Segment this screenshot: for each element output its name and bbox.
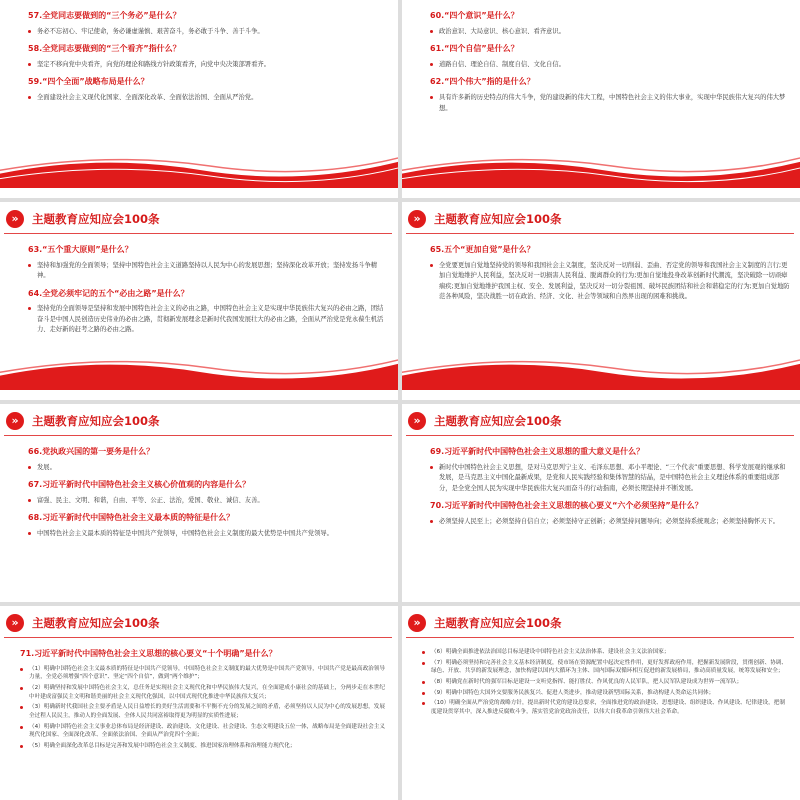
question: 65.五个“更加自觉”是什么？	[430, 245, 535, 254]
answer-sub: （7）明确必须坚持和完善社会主义基本经济制度，使市场在资源配置中起决定性作用，更好发挥政府作用，把握新发展阶段，贯彻创新、协调、绿色、开放、共享的新发展理念，加快构建以国内大循环为主体、国内国际双循环相互促进的新发展格局，推动高质量发展，统筹发展和安全；	[422, 659, 790, 676]
slide-content	[430, 444, 790, 534]
question: 68.习近平新时代中国特色社会主义最本质的特征是什么？	[28, 513, 235, 523]
header-divider	[4, 637, 392, 638]
slide-71-part1	[0, 606, 398, 800]
question: 69.习近平新时代中国特色社会主义思想的重大意义是什么？	[430, 447, 645, 456]
chevron-right-icon: »	[6, 412, 24, 430]
header-divider	[4, 435, 392, 436]
slide-60-62	[402, 0, 800, 198]
answer: 中国特色社会主义最本质的特征是中国共产党领导，中国特色社会主义制度的最大优势是中国共产党领导。	[28, 529, 388, 539]
answer: 坚持党的全面领导是坚持和发展中国特色社会主义的必由之路，中国特色社会主义是实现中华民族伟大复兴的必由之路，团结奋斗是中国人民创造历史伟业的必由之路，贯彻新发展理念是新时代我国发展壮大的必由之路，全面从严治党是党永葆生机活力、走好新的赶考之路的必由之路。	[28, 304, 388, 335]
slide-63-64	[0, 202, 398, 400]
chevron-right-icon: »	[408, 210, 426, 228]
question: 58.全党同志要做到的“三个看齐”指什么？	[28, 44, 181, 54]
chevron-right-icon: »	[408, 412, 426, 430]
slide-header	[0, 606, 398, 640]
slide-header-title: 主题教育应知应会100条	[32, 616, 160, 630]
answer-sub: （2）明确坚持和发展中国特色社会主义，总任务是实现社会主义现代化和中华民族伟大复兴，在全面建成小康社会的基础上，分两步走在本世纪中叶建成富强民主文明和谐美丽的社会主义现代化强国，以中国式现代化推进中华民族伟大复兴；	[20, 684, 388, 701]
slide-content	[422, 648, 790, 719]
question: 66.党执政兴国的第一要务是什么？	[28, 447, 155, 456]
header-divider	[406, 233, 794, 234]
answer: 必须坚持人民至上；必须坚持自信自立；必须坚持守正创新；必须坚持问题导向；必须坚持系统观念；必须坚持胸怀天下。	[430, 517, 790, 527]
answer: 发展。	[28, 463, 388, 473]
answer: 全面建设社会主义现代化国家、全面深化改革、全面依法治国、全面从严治党。	[28, 93, 388, 103]
slide-header	[402, 606, 800, 640]
slide-content	[28, 8, 388, 111]
slide-header	[402, 404, 800, 438]
answer-sub: （8）明确党在新时代的强军目标是建设一支听党指挥、能打胜仗、作风优良的人民军队，把人民军队建设成为世界一流军队；	[422, 678, 790, 687]
red-wave-decoration	[402, 148, 800, 188]
slide-content	[28, 242, 388, 342]
answer-sub: （5）明确全面深化改革总目标是完善和发展中国特色社会主义制度、推进国家治理体系和治理能力现代化；	[20, 742, 388, 751]
answer: 道路自信、理论自信、制度自信、文化自信。	[430, 60, 790, 70]
answer: 新时代中国特色社会主义思想，是对马克思列宁主义、毛泽东思想、邓小平理论、“三个代表”重要思想、科学发展观的继承和发展，是马克思主义中国化最新成果，是党和人民实践经验和集体智慧的结晶，是中国特色社会主义理论体系的重要组成部分，是全党全国人民为实现中华民族伟大复兴而奋斗的行动指南，必须长期坚持并不断发展。	[430, 463, 790, 494]
answer: 富强、民主、文明、和谐，自由、平等、公正、法治，爱国、敬业、诚信、友善。	[28, 496, 388, 506]
slide-66-68	[0, 404, 398, 602]
header-divider	[4, 233, 392, 234]
red-wave-decoration	[402, 350, 800, 390]
answer: 具有许多新的历史特点的伟大斗争，党的建设新的伟大工程，中国特色社会主义的伟大事业，实现中华民族伟大复兴的伟大梦想。	[430, 93, 790, 114]
answer-sub: （1）明确中国特色社会主义最本质的特征是中国共产党领导，中国特色社会主义制度的最大优势是中国共产党领导，中国共产党是最高政治领导力量，全党必须增强“四个意识”、坚定“四个自信”，做到“两个维护”；	[20, 665, 388, 682]
slide-header-title: 主题教育应知应会100条	[434, 616, 562, 630]
answer-sub: （6）明确全面推进依法治国总目标是建设中国特色社会主义法治体系、建设社会主义法治国家；	[422, 648, 790, 657]
answer-sub: （10）明确全面从严治党的战略方针，提出新时代党的建设总要求，全面推进党的政治建设、思想建设、组织建设、作风建设、纪律建设，把制度建设贯穿其中，深入推进反腐败斗争，落实管党治党政治责任，以伟大自我革命引领伟大社会革命。	[422, 699, 790, 716]
question: 62.“四个伟大”指的是什么？	[430, 77, 535, 87]
answer: 政治意识、大局意识、核心意识、看齐意识。	[430, 27, 790, 37]
question: 70.习近平新时代中国特色社会主义思想的核心要义“六个必须坚持”是什么？	[430, 500, 703, 510]
slide-57-59	[0, 0, 398, 198]
slide-header-title: 主题教育应知应会100条	[434, 212, 562, 226]
red-wave-decoration	[0, 350, 398, 390]
slide-header	[0, 404, 398, 438]
chevron-right-icon: »	[6, 614, 24, 632]
slide-69-70	[402, 404, 800, 602]
header-divider	[406, 637, 794, 638]
answer: 务必不忘初心、牢记使命，务必谦虚谨慎、艰苦奋斗，务必敢于斗争、善于斗争。	[28, 27, 388, 37]
slide-71-part2	[402, 606, 800, 800]
question: 61.“四个自信”是什么？	[430, 44, 519, 54]
slide-content	[20, 646, 388, 753]
question: 71.习近平新时代中国特色社会主义思想的核心要义“十个明确”是什么？	[20, 649, 277, 658]
slide-header-title: 主题教育应知应会100条	[434, 414, 562, 428]
chevron-right-icon: »	[6, 210, 24, 228]
red-wave-decoration	[0, 148, 398, 188]
question: 64.全党必须牢记的五个“必由之路”是什么？	[28, 288, 189, 298]
question: 67.习近平新时代中国特色社会主义核心价值观的内容是什么？	[28, 480, 251, 490]
question: 63.“五个重大原则”是什么？	[28, 245, 133, 254]
slide-header-title: 主题教育应知应会100条	[32, 212, 160, 226]
question: 59.“四个全面”战略布局是什么？	[28, 77, 149, 87]
slide-header-title: 主题教育应知应会100条	[32, 414, 160, 428]
slide-65	[402, 202, 800, 400]
question: 57.全党同志要做到的“三个务必”是什么？	[28, 11, 181, 20]
answer-sub: （4）明确中国特色社会主义事业总体布局是经济建设、政治建设、文化建设、社会建设、生态文明建设五位一体，战略布局是全面建设社会主义现代化国家、全面深化改革、全面依法治国、全面从严治党四个全面；	[20, 723, 388, 740]
answer: 坚定不移向党中央看齐，向党的理论和路线方针政策看齐，向党中央决策部署看齐。	[28, 60, 388, 70]
answer-sub: （3）明确新时代我国社会主要矛盾是人民日益增长的美好生活需要和不平衡不充分的发展之间的矛盾，必须坚持以人民为中心的发展思想，发展全过程人民民主，推动人的全面发展、全体人民共同富裕取得更为明显的实质性进展；	[20, 703, 388, 720]
slide-header	[402, 202, 800, 236]
header-divider	[406, 435, 794, 436]
answer: 全党要更加自觉地坚持党的领导和我国社会主义制度，坚决反对一切削弱、歪曲、否定党的领导和我国社会主义制度的言行;更加自觉地维护人民利益，坚决反对一切损害人民利益、脱离群众的行为;更加自觉地投身改革创新时代潮流，坚决破除一切顽瘴痼疾;更加自觉地维护我国主权、安全、发展利益，坚决反对一切分裂祖国、破坏民族团结和社会和谐稳定的行为;更加自觉地防范各种风险，坚决战胜一切在政治、经济、文化、社会等领域和自然界出现的困难和挑战。	[430, 261, 790, 303]
chevron-right-icon: »	[408, 614, 426, 632]
slide-content	[430, 242, 790, 309]
question: 60.“四个意识”是什么？	[430, 11, 519, 20]
slide-content	[28, 444, 388, 547]
slide-content	[430, 8, 790, 121]
answer-sub: （9）明确中国特色大国外交要服务民族复兴、促进人类进步，推动建设新型国际关系，推动构建人类命运共同体；	[422, 689, 790, 698]
slide-header	[0, 202, 398, 236]
answer: 坚持和加强党的全面领导；坚持中国特色社会主义道路坚持以人民为中心的发展思想；坚持深化改革开放；坚持发扬斗争精神。	[28, 261, 388, 282]
